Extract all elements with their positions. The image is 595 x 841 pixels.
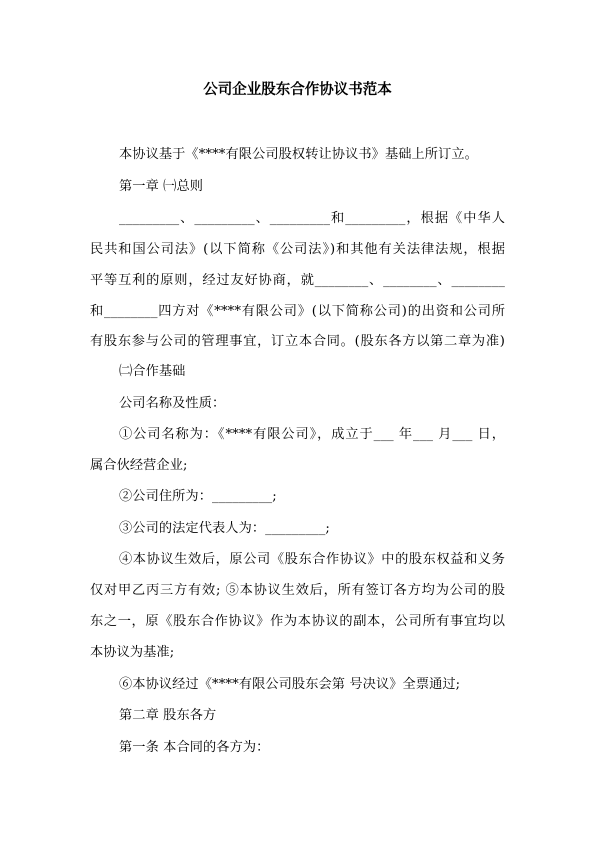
paragraph-line: 公司名称及性质： — [119, 396, 226, 411]
paragraph-line: ②公司住所为：_________; — [119, 489, 277, 504]
paragraph-line: ③公司的法定代表人为：_________; — [119, 521, 330, 536]
paragraph-line: 和________四方对《****有限公司》(以下简称公司)的出资和公司所 — [90, 304, 505, 319]
paragraph-line: 民共和国公司法》(以下简称《公司法》)和其他有关法律法规，根据 — [90, 242, 505, 257]
paragraph-line: 本协议基于《****有限公司股权转让协议书》基础上所订立。 — [119, 147, 478, 162]
chapter-heading: 第一章 ㈠总则 — [119, 179, 204, 194]
paragraph-line: 本协议为基准; — [90, 645, 175, 660]
document-title: 公司企业股东合作协议书范本 — [203, 82, 392, 98]
paragraph-line: ①公司名称为：《****有限公司》，成立于___ 年___ 月___ 日， — [119, 427, 505, 442]
paragraph-line: _________、_________、_________和_________，根据《中华人 — [119, 211, 505, 226]
paragraph-line: 有股东参与公司的管理事宜，订立本合同。(股东各方以第二章为准) — [90, 334, 505, 349]
paragraph-line: ④本协议生效后，原公司《股东合作协议》中的股东权益和义务 — [119, 552, 505, 567]
paragraph-line: 平等互利的原则，经过友好协商，就________、________、________ — [90, 273, 505, 288]
paragraph-line: 东之一，原《股东合作协议》作为本协议的副本，公司所有事宜均以 — [90, 614, 505, 629]
paragraph-line: 仅对甲乙丙三方有效; ⑤本协议生效后，所有签订各方均为公司的股 — [90, 583, 505, 598]
chapter-heading: 第二章 股东各方 — [119, 708, 217, 723]
section-heading: ㈡合作基础 — [119, 364, 186, 379]
article-heading: 第一条 本合同的各方为： — [119, 740, 270, 755]
paragraph-line: ⑥本协议经过《****有限公司股东会第 号决议》全票通过; — [119, 677, 461, 692]
paragraph-line: 属合伙经营企业; — [90, 458, 188, 473]
